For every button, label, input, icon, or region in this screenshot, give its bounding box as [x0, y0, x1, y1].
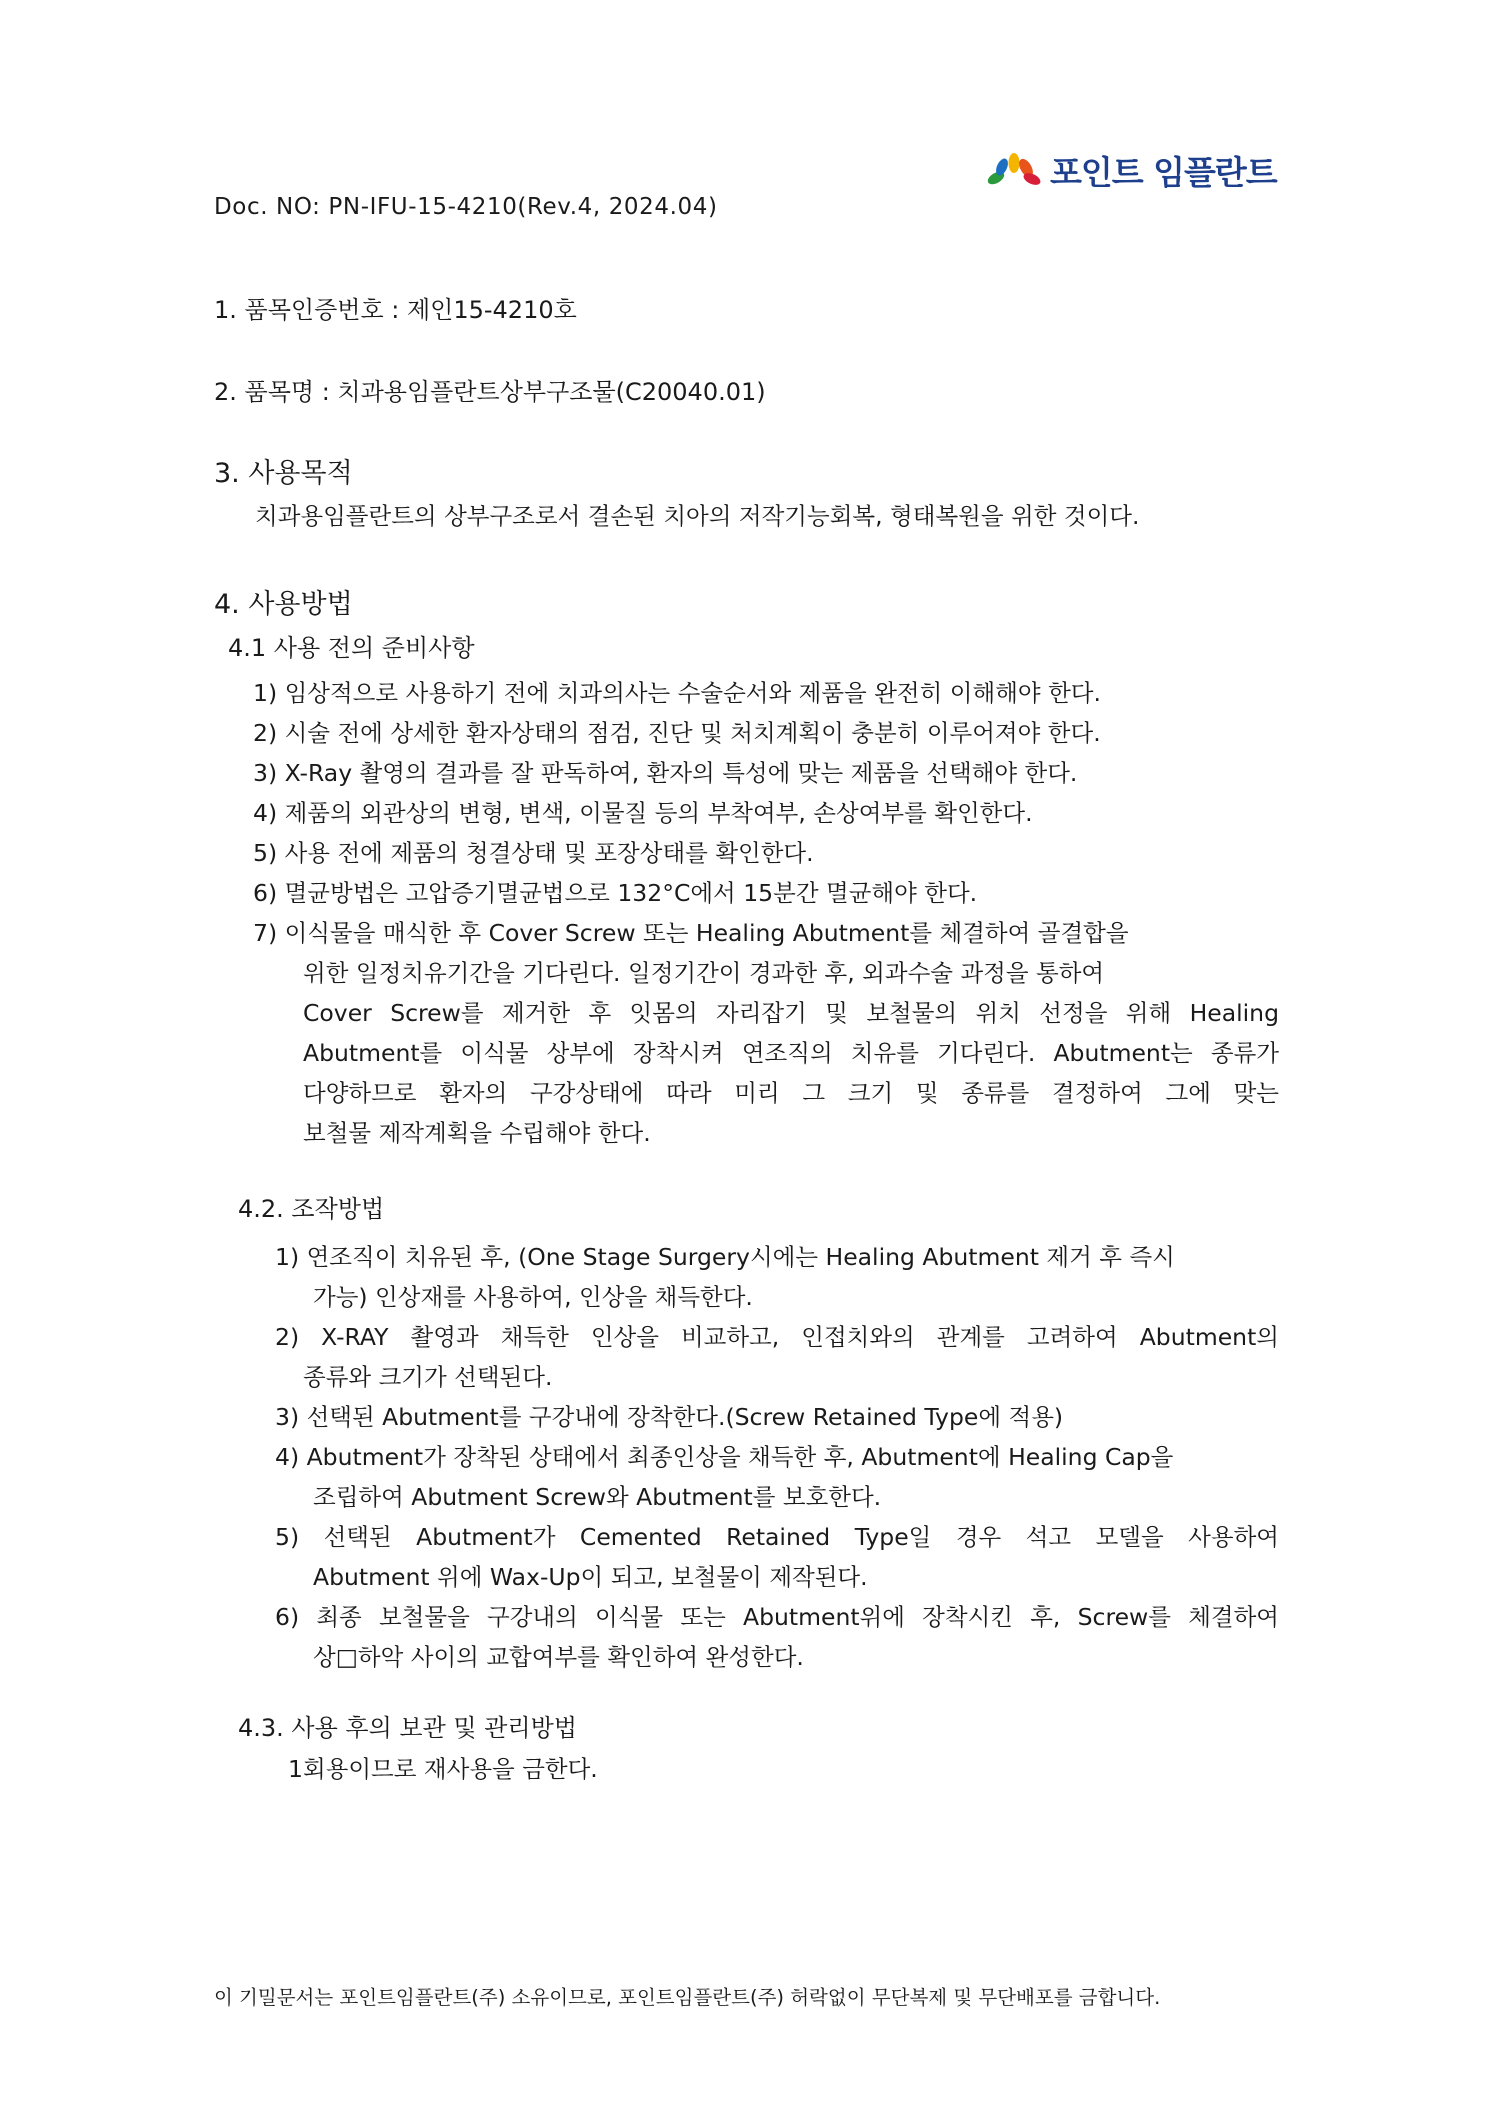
list-item: 5) 선택된 Abutment가 Cemented Retained Type일 경우 석고 모델을 사용하여 [275, 1523, 1279, 1551]
list-item: 5) 사용 전에 제품의 청결상태 및 포장상태를 확인한다. [253, 839, 814, 867]
list-item-continuation: Cover Screw를 제거한 후 잇몸의 자리잡기 및 보철물의 위치 선정을 위해 Healing [303, 999, 1279, 1027]
list-item: 1) 임상적으로 사용하기 전에 치과의사는 수술순서와 제품을 완전히 이해해야 한다. [253, 679, 1101, 707]
product-name: 2. 품목명 : 치과용임플란트상부구조물(C20040.01) [214, 378, 766, 406]
logo-text: 포인트 임플란트 [1050, 152, 1277, 192]
storage-title: 4.3. 사용 후의 보관 및 관리방법 [238, 1714, 577, 1742]
list-item: 2) X-RAY 촬영과 채득한 인상을 비교하고, 인접치와의 관계를 고려하여 Abutment의 [275, 1323, 1279, 1351]
list-item: 6) 멸균방법은 고압증기멸균법으로 132°C에서 15분간 멸균해야 한다. [253, 879, 978, 907]
purpose-title: 3. 사용목적 [214, 458, 353, 489]
list-item-continuation: 위한 일정치유기간을 기다린다. 일정기간이 경과한 후, 외과수술 과정을 통하여 [303, 959, 1105, 987]
list-item-continuation: 상□하악 사이의 교합여부를 확인하여 완성한다. [313, 1643, 804, 1671]
list-item: 2) 시술 전에 상세한 환자상태의 점검, 진단 및 처치계획이 충분히 이루어져야 한다. [253, 719, 1101, 747]
company-logo [984, 148, 1277, 192]
list-item-continuation: 다양하므로 환자의 구강상태에 따라 미리 그 크기 및 종류를 결정하여 그에 맞는 [303, 1079, 1279, 1107]
usage-title: 4. 사용방법 [214, 589, 353, 620]
logo-petals-icon [984, 150, 1042, 190]
list-item-continuation: Abutment를 이식물 상부에 장착시켜 연조직의 치유를 기다린다. Abutment는 종류가 [303, 1039, 1279, 1067]
list-item: 6) 최종 보철물을 구강내의 이식물 또는 Abutment위에 장착시킨 후, Screw를 체결하여 [275, 1603, 1279, 1631]
list-item-continuation: 보철물 제작계획을 수립해야 한다. [303, 1119, 651, 1147]
approval-number: 1. 품목인증번호 : 제인15-4210호 [214, 296, 577, 324]
storage-body: 1회용이므로 재사용을 금한다. [288, 1755, 598, 1783]
document-number: Doc. NO: PN-IFU-15-4210(Rev.4, 2024.04) [214, 194, 718, 220]
list-item-continuation: 종류와 크기가 선택된다. [303, 1363, 553, 1391]
confidentiality-notice: 이 기밀문서는 포인트임플란트(주) 소유이므로, 포인트임플란트(주) 허락없이 무단복제 및 무단배포를 금합니다. [214, 1986, 1161, 2009]
list-item-continuation: 조립하여 Abutment Screw와 Abutment를 보호한다. [313, 1483, 882, 1511]
purpose-body: 치과용임플란트의 상부구조로서 결손된 치아의 저작기능회복, 형태복원을 위한 것이다. [255, 502, 1140, 530]
list-item: 7) 이식물을 매식한 후 Cover Screw 또는 Healing Abutment를 체결하여 골결합을 [253, 919, 1129, 947]
list-item: 3) 선택된 Abutment를 구강내에 장착한다.(Screw Retained Type에 적용) [275, 1403, 1064, 1431]
list-item: 3) X-Ray 촬영의 결과를 잘 판독하여, 환자의 특성에 맞는 제품을 선택해야 한다. [253, 759, 1078, 787]
list-item: 1) 연조직이 치유된 후, (One Stage Surgery시에는 Healing Abutment 제거 후 즉시 [275, 1243, 1175, 1271]
list-item-continuation: Abutment 위에 Wax-Up이 되고, 보철물이 제작된다. [313, 1563, 868, 1591]
operation-title: 4.2. 조작방법 [238, 1195, 385, 1223]
list-item: 4) Abutment가 장착된 상태에서 최종인상을 채득한 후, Abutment에 Healing Cap을 [275, 1443, 1174, 1471]
preparation-title: 4.1 사용 전의 준비사항 [228, 634, 475, 662]
list-item-continuation: 가능) 인상재를 사용하여, 인상을 채득한다. [313, 1283, 753, 1311]
list-item: 4) 제품의 외관상의 변형, 변색, 이물질 등의 부착여부, 손상여부를 확인한다. [253, 799, 1033, 827]
